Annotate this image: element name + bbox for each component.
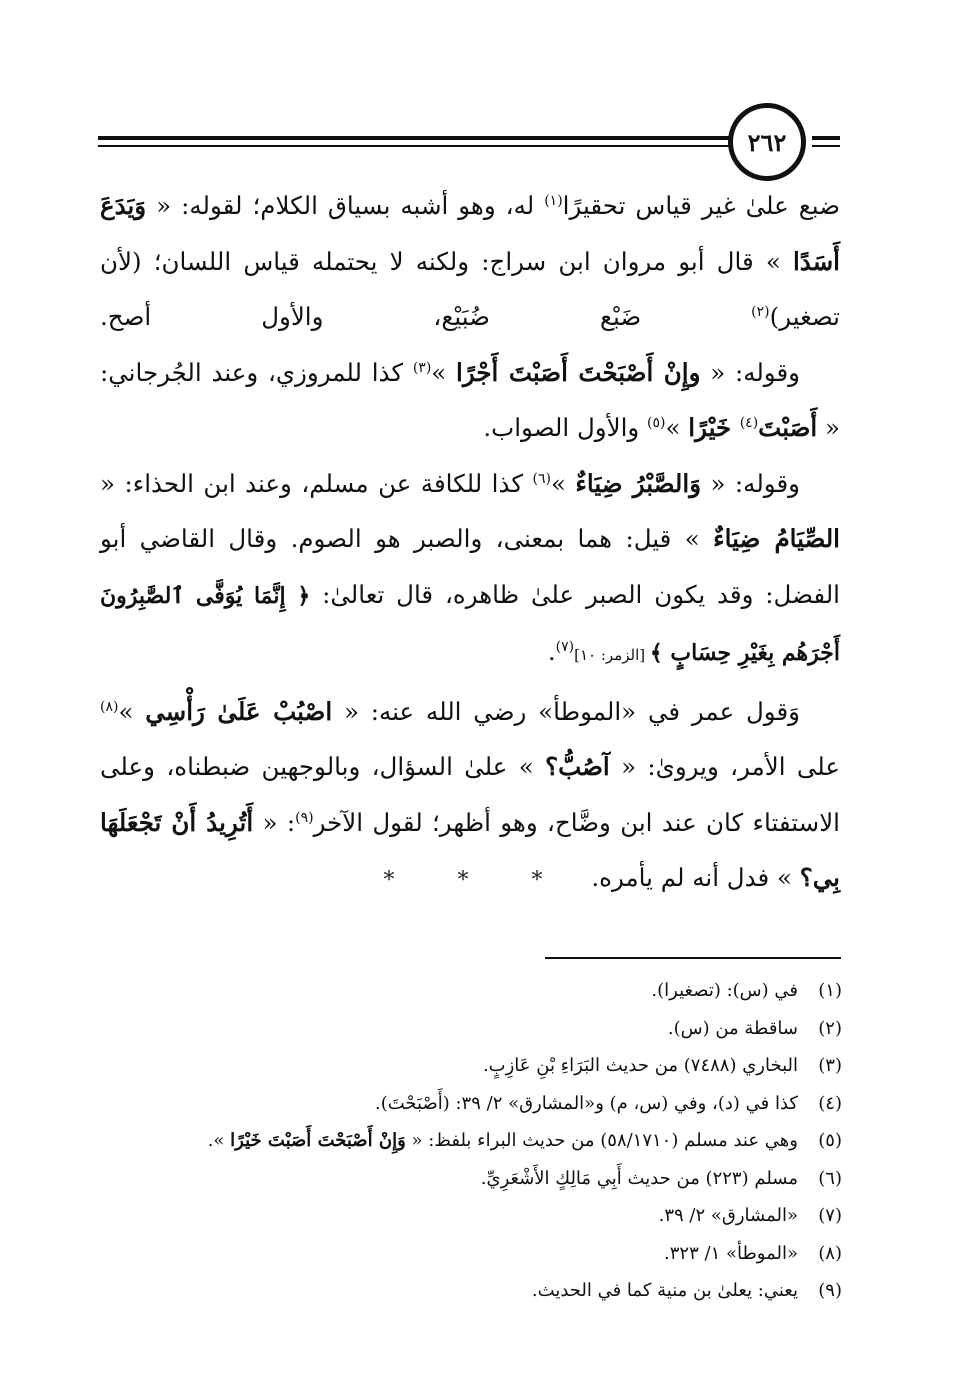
quoted-phrase: الصِّيَامُ ضِيَاءٌ — [713, 524, 840, 553]
text-segment: : « — [253, 807, 296, 837]
footnote-ref: (١) — [544, 192, 563, 209]
quoted-phrase: اصْبُبْ عَلَىٰ رَأْسِي — [145, 696, 333, 726]
page-number: ٢٦٢ — [747, 127, 787, 157]
header-rule-thin-right — [812, 145, 840, 147]
text-segment: » — [118, 696, 146, 726]
section-separator: * * * — [383, 868, 571, 893]
footnote-item — [100, 972, 842, 1010]
footnote-number: (٢) — [818, 1017, 842, 1039]
header-rule-thin — [98, 145, 730, 147]
text-segment: وقوله: « — [700, 357, 800, 387]
text-segment: » علىٰ السؤال، وبالوجهين ضبطناه، وعلى الاستفتاء كان عند ابن وضَّاح، وهو أظهر؛ لقول الآخر — [100, 752, 840, 837]
footnote-number: (٧) — [818, 1205, 842, 1226]
footnote-number: (٩) — [818, 1280, 842, 1301]
text-segment: على الأمر، ويروىٰ: « — [609, 752, 840, 781]
footnote-text: ساقطة من (س). — [667, 1017, 798, 1039]
footnote-text: يعني: يعلىٰ بن منية كما في الحديث. — [531, 1280, 798, 1301]
text-segment: . — [547, 637, 556, 666]
footnote-number: (٤) — [818, 1092, 842, 1114]
footnote-ref: (٢) — [751, 303, 770, 320]
text-segment: ضبع علىٰ غير قياس تحقيرًا — [562, 191, 840, 220]
text-segment: » — [665, 413, 689, 442]
footnote-item — [100, 1047, 842, 1085]
text-segment: ضَبْع ضُبَيْع، والأول أصح. — [100, 302, 752, 331]
paragraph-1 — [100, 178, 840, 345]
text-segment: كذا للكافة عن مسلم، وعند ابن الحذاء: « — [100, 468, 533, 498]
footnote-item — [100, 1235, 842, 1273]
footnote-ref: (٩) — [295, 809, 314, 826]
quoted-phrase: أَصَبْتَ — [758, 413, 818, 442]
footnote-text-part: ». — [207, 1130, 231, 1151]
paragraph-2 — [100, 345, 840, 456]
footnote-item — [100, 1085, 842, 1123]
text-segment: وَقول عمر في «الموطأ» رضي الله عنه: « — [332, 696, 800, 726]
header-rule-thick-right — [812, 136, 840, 140]
footnote-text — [100, 1122, 798, 1160]
text-segment: » — [431, 357, 457, 387]
footnote-item — [100, 1160, 842, 1198]
quoted-phrase: أَتُرِيدُ أَنْ تَجْعَلَهَا بِي؟ — [100, 807, 840, 892]
footnote-number: (١) — [818, 980, 842, 1001]
page-number-badge — [728, 103, 806, 181]
footnote-ref: (٤) — [739, 414, 759, 431]
text-segment: » فدل أنه لم يأمره. — [591, 863, 800, 892]
text-segment: كذا للمروزي، وعند الجُرجاني: « — [100, 357, 840, 442]
footnote-ref: (٦) — [532, 470, 551, 487]
footnote-text: مسلم (٢٢٣) من حديث أَبِي مَالِكٍ الأَشْعَرِيِّ. — [480, 1167, 798, 1189]
footnote-text: «الموطأ» ١/ ٣٢٣. — [664, 1242, 798, 1264]
footnote-item — [100, 1010, 842, 1048]
text-segment: » قال أبو مروان ابن سراج: ولكنه لا يحتمله قياس اللسان؛ (لأن تصغير) — [100, 246, 840, 331]
text-segment: » قيل: هما بمعنى، والصبر هو الصوم. وقال القاضي أبو الفضل: وقد يكون الصبر علىٰ ظاهره، قال تعالىٰ: — [100, 524, 840, 609]
footnote-ref: (٣) — [412, 359, 432, 376]
paragraph-3 — [100, 456, 840, 684]
footnote-text: «المشارق» ٢/ ٣٩. — [658, 1205, 798, 1226]
footnote-item — [100, 1122, 842, 1160]
footnote-quoted-phrase: وَإِنْ أَصْبَحْتَ أَصَبْتَ خَيْرًا — [230, 1130, 406, 1151]
quoted-phrase: وَالصَّبْرُ ضِيَاءٌ — [575, 468, 702, 498]
quoted-phrase: خَيْرًا — [688, 413, 740, 442]
footnote-number: (٥) — [818, 1130, 842, 1151]
footnote-number: (٣) — [818, 1055, 842, 1076]
quran-verse: ﴿ إِنَّمَا يُوَفَّى ٱلصَّٰبِرُونَ أَجْرَهُم بِغَيْرِ حِسَابٍ ﴾ — [100, 582, 840, 666]
text-segment: له، وهو أشبه بسياق الكلام؛ لقوله: « — [146, 191, 545, 220]
footnotes — [100, 972, 842, 1310]
quoted-phrase: وَيَدَعَ أَسَدًا — [100, 191, 840, 276]
footnote-ref: (٨) — [100, 698, 119, 715]
text-segment: » — [550, 468, 576, 498]
quoted-phrase: وإِنْ أَصْبَحْتَ أَصَبْتَ أَجْرًا — [456, 357, 701, 387]
text-segment: والأول الصواب. — [483, 413, 648, 442]
verse-reference: [الزمر: ١٠] — [574, 646, 650, 664]
footnote-text: البخاري (٧٤٨٨) من حديث البَرَاءِ بْنِ عَازِبٍ. — [482, 1055, 798, 1076]
footnote-text: كذا في (د)، وفي (س، م) و«المشارق» ٢/ ٣٩: (أَصْبَحْتَ). — [374, 1092, 798, 1114]
main-text — [100, 178, 840, 906]
footnote-item — [100, 1272, 842, 1310]
footnote-ref: (٥) — [647, 414, 666, 431]
header-rule-thick — [98, 136, 730, 140]
footnote-number: (٦) — [818, 1167, 842, 1189]
footnote-number: (٨) — [818, 1242, 842, 1264]
footnote-text-part: وهي عند مسلم (٥٨/١٧١٠) من حديث البراء بلفظ: « — [405, 1130, 798, 1151]
footnote-divider — [545, 957, 841, 959]
footnote-item — [100, 1197, 842, 1235]
footnote-ref: (٧) — [555, 638, 575, 655]
footnote-text: في (س): (تصغيرا). — [651, 980, 798, 1001]
quoted-phrase: آصُبُّ؟ — [545, 752, 610, 781]
text-segment: وقوله: « — [701, 468, 800, 498]
